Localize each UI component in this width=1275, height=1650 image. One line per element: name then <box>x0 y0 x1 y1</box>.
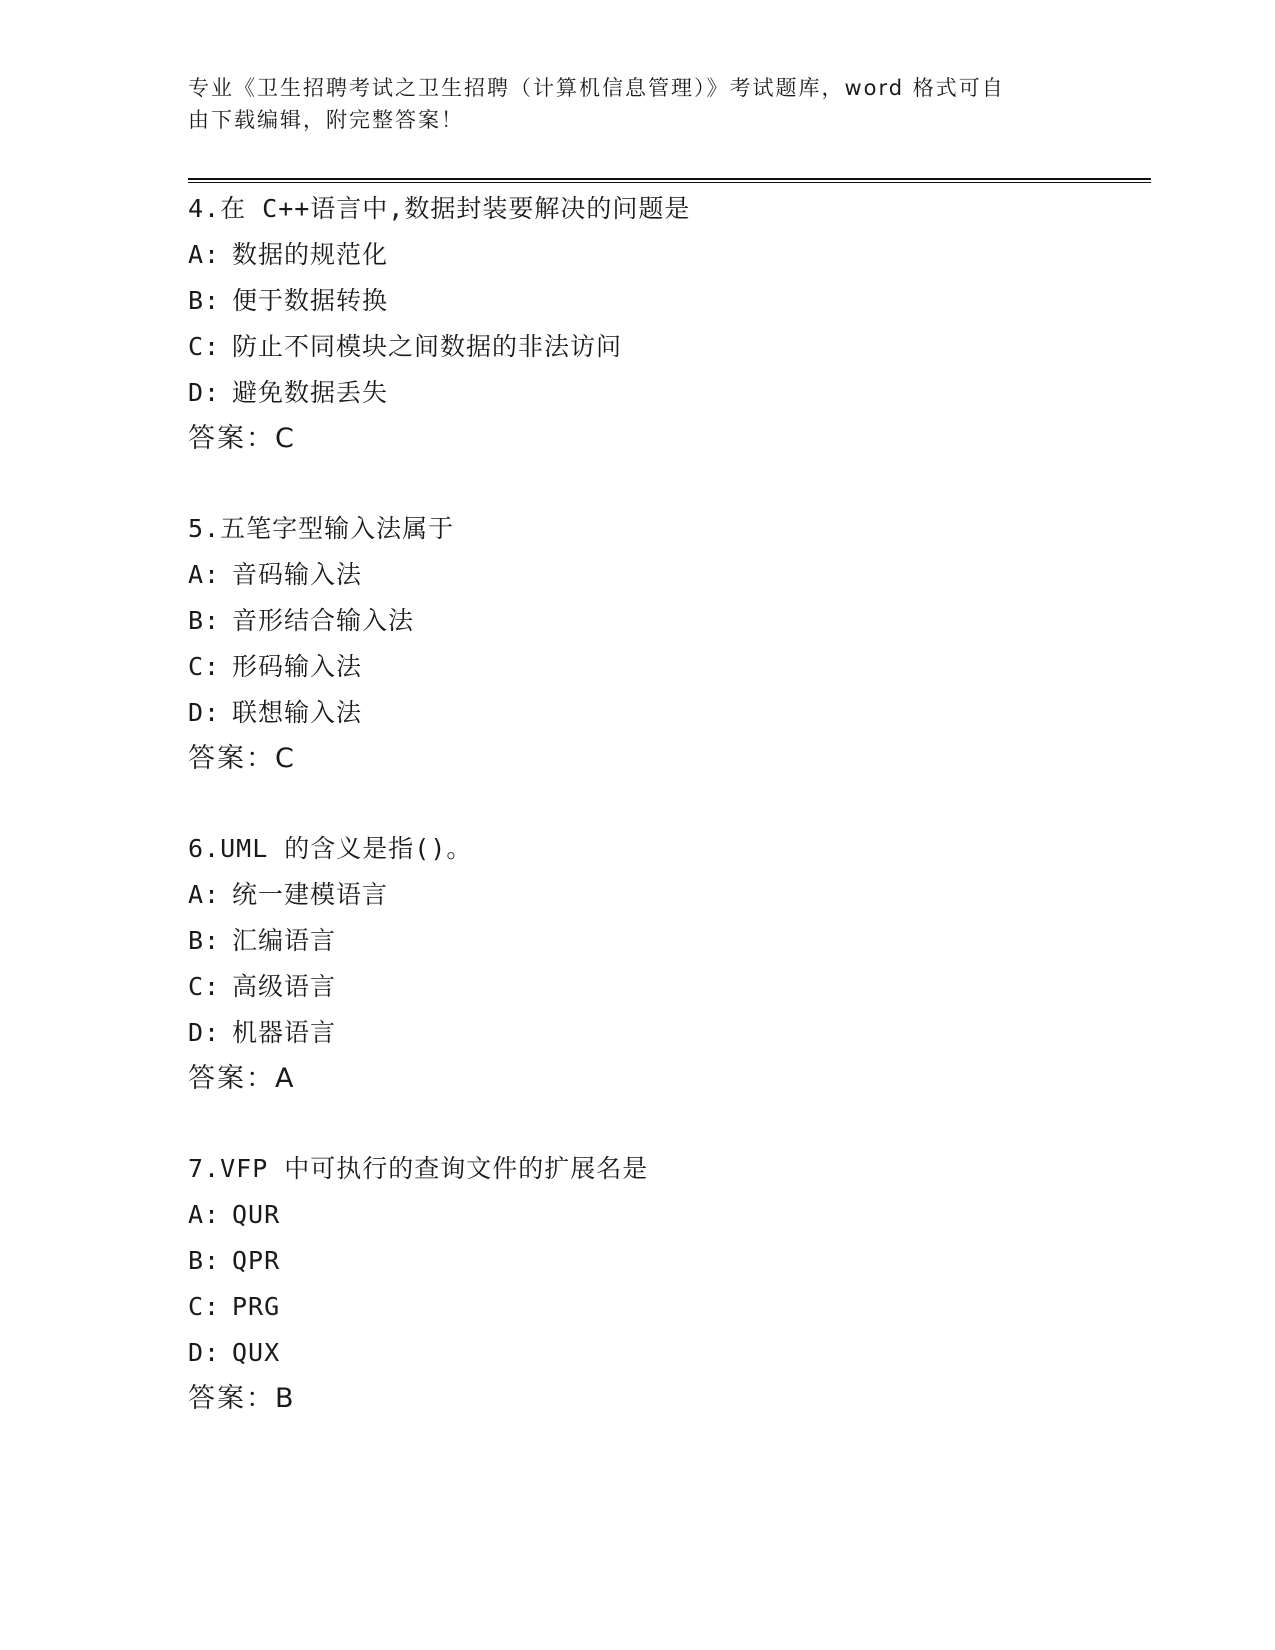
option-letter: B: <box>188 1246 221 1275</box>
question-block <box>188 506 1088 782</box>
option-c <box>188 1284 1088 1330</box>
option-text: 便于数据转换 <box>232 286 389 315</box>
option-text: 音码输入法 <box>232 560 363 589</box>
answer-line: 答案：C <box>188 423 296 454</box>
option-d <box>188 690 1088 736</box>
option-text: PRG <box>232 1292 281 1321</box>
option-letter: C: <box>188 652 221 681</box>
option-text: 防止不同模块之间数据的非法访问 <box>232 332 623 361</box>
option-text: 统一建模语言 <box>232 880 389 909</box>
question-stem: 7.VFP 中可执行的查询文件的扩展名是 <box>188 1154 649 1183</box>
answer-line: 答案：A <box>188 1063 296 1094</box>
option-text: 联想输入法 <box>232 698 363 727</box>
option-text: 高级语言 <box>232 972 337 1001</box>
header-divider-thin <box>188 182 1151 183</box>
option-d <box>188 1010 1088 1056</box>
question-block <box>188 186 1088 462</box>
question-block <box>188 1146 1088 1422</box>
option-letter: A: <box>188 880 221 909</box>
option-b <box>188 598 1088 644</box>
option-letter: C: <box>188 332 221 361</box>
header-divider-thick <box>188 178 1151 180</box>
option-text: 数据的规范化 <box>232 240 389 269</box>
option-c <box>188 644 1088 690</box>
question-stem: 6.UML 的含义是指()。 <box>188 834 473 863</box>
option-letter: A: <box>188 1200 221 1229</box>
option-d <box>188 1330 1088 1376</box>
option-letter: A: <box>188 240 221 269</box>
option-d <box>188 370 1088 416</box>
option-a <box>188 1192 1088 1238</box>
option-b <box>188 278 1088 324</box>
header-line-2: 由下载编辑，附完整答案！ <box>188 108 464 132</box>
option-letter: A: <box>188 560 221 589</box>
option-text: QUR <box>232 1200 281 1229</box>
option-letter: C: <box>188 972 221 1001</box>
option-letter: B: <box>188 286 221 315</box>
option-a <box>188 552 1088 598</box>
option-c <box>188 324 1088 370</box>
option-text: QUX <box>232 1338 281 1367</box>
option-text: QPR <box>232 1246 281 1275</box>
option-text: 音形结合输入法 <box>232 606 415 635</box>
option-letter: D: <box>188 1018 221 1047</box>
option-b <box>188 1238 1088 1284</box>
option-letter: B: <box>188 926 221 955</box>
option-letter: C: <box>188 1292 221 1321</box>
answer-line: 答案：B <box>188 1383 296 1414</box>
option-letter: D: <box>188 1338 221 1367</box>
option-letter: D: <box>188 378 221 407</box>
header-line-1: 专业《卫生招聘考试之卫生招聘（计算机信息管理）》考试题库，word 格式可自 <box>188 76 1005 100</box>
option-a <box>188 872 1088 918</box>
document-header <box>188 72 1068 136</box>
option-text: 机器语言 <box>232 1018 337 1047</box>
option-b <box>188 918 1088 964</box>
option-c <box>188 964 1088 1010</box>
answer-line: 答案：C <box>188 743 296 774</box>
option-text: 避免数据丢失 <box>232 378 389 407</box>
question-stem: 4.在 C++语言中,数据封装要解决的问题是 <box>188 194 691 223</box>
option-a <box>188 232 1088 278</box>
option-letter: D: <box>188 698 221 727</box>
option-text: 形码输入法 <box>232 652 363 681</box>
option-text: 汇编语言 <box>232 926 337 955</box>
question-stem: 5.五笔字型输入法属于 <box>188 514 455 543</box>
question-block <box>188 826 1088 1102</box>
option-letter: B: <box>188 606 221 635</box>
